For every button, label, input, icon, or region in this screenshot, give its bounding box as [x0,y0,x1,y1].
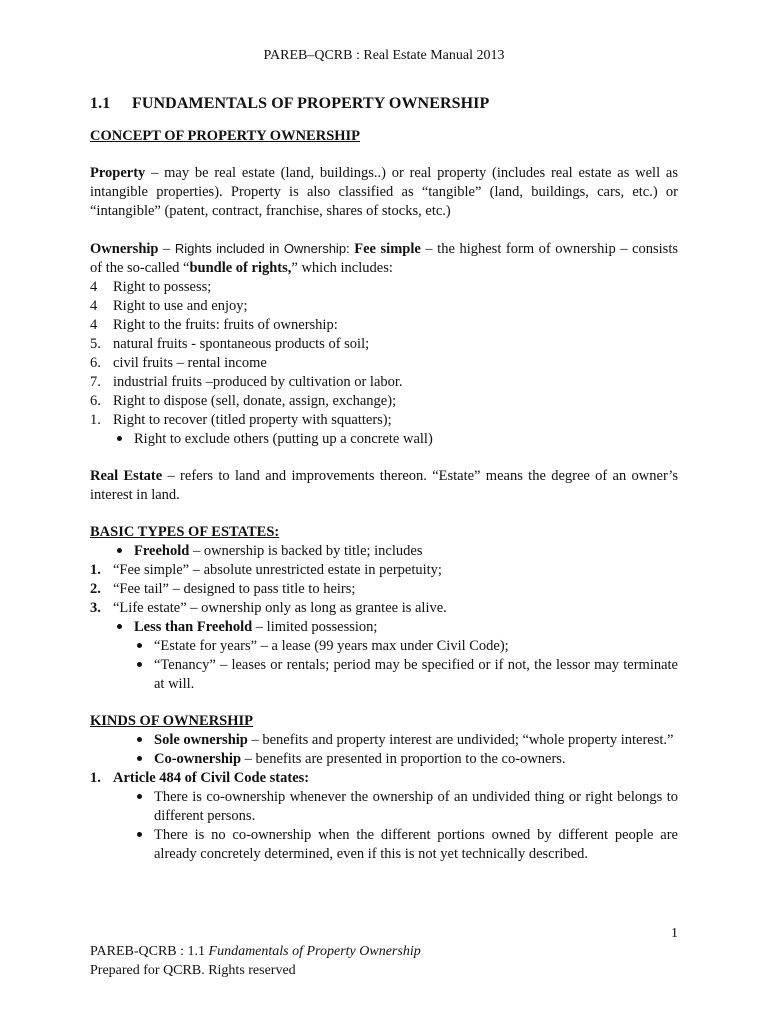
list-text: Right to possess; [113,279,212,295]
list-marker: 1. [90,562,101,578]
page-number: 1 [671,926,678,941]
footer-line-1 [90,942,421,961]
page-content [90,94,678,864]
ownership-dash: – [158,241,175,257]
bullet-icon [134,637,154,656]
list-item [90,392,678,411]
footer-title: Fundamentals of Property Ownership [208,944,421,959]
real-estate-paragraph [90,467,678,505]
list-item [90,411,678,430]
list-text: industrial fruits –produced by cultivation or labor. [113,374,403,390]
list-item [90,278,678,297]
list-marker: 4 [90,298,98,314]
list-text: civil fruits – rental income [113,355,267,371]
sole-ownership-text: – benefits and property interest are undivided; “whole property interest.” [247,732,674,748]
list-text: “Fee simple” – absolute unrestricted estate in perpetuity; [113,562,442,578]
less-than-freehold-term: Less than Freehold [134,619,253,635]
bundle-tail: ” which includes: [291,260,393,276]
list-item [90,599,678,618]
property-term: Property [90,165,146,181]
section-number: 1.1 [90,95,111,112]
list-item [90,750,678,769]
list-text: Right to dispose (sell, donate, assign, exchange); [113,393,397,409]
list-item [90,561,678,580]
list-item [90,618,678,637]
list-item [90,769,678,788]
bullet-icon [134,826,154,864]
list-text: “Life estate” – ownership only as long as grantee is alive. [113,600,447,616]
co-ownership-term: Co-ownership [154,751,242,767]
fee-simple-text: – the highest form of ownership – consists of the so-called “ [90,241,678,276]
list-item [90,430,678,449]
list-item [90,637,678,656]
list-item [90,297,678,316]
bullet-icon [134,656,154,694]
list-text: Right to use and enjoy; [113,298,248,314]
less-than-freehold-text: – limited possession; [252,619,378,635]
ownership-rights-label: Rights included in Ownership: [174,241,350,256]
list-marker: 4 [90,279,98,295]
list-marker: 1. [90,770,101,786]
list-marker: 2. [90,581,101,597]
list-marker: 6. [90,393,101,409]
list-text: Right to exclude others (putting up a concrete wall) [134,431,433,447]
section-title-text: FUNDAMENTALS OF PROPERTY OWNERSHIP [132,95,490,112]
footer-prefix: PAREB-QCRB : 1.1 [90,944,209,959]
list-item [90,335,678,354]
rights-list [90,278,678,449]
sole-ownership-term: Sole ownership [154,732,248,748]
list-item [90,354,678,373]
bundle-term: bundle of rights, [189,260,292,276]
list-text: Right to recover (titled property with squatters); [113,412,392,428]
list-text: natural fruits - spontaneous products of soil; [113,336,370,352]
bullet-icon [134,750,154,769]
footer-line-2: Prepared for QCRB. Rights reserved [90,963,296,978]
section-title [90,94,678,114]
concept-heading: CONCEPT OF PROPERTY OWNERSHIP [90,128,361,144]
property-text: – may be real estate (land, buildings..) or real property (includes real estate as well as intangible properties). Property is also classified as “tangible” (land, buildings, cars, etc.) or “intangible” (patent, contract, franchise, shares of stocks, etc.) [90,165,678,219]
running-header: PAREB–QCRB : Real Estate Manual 2013 [263,48,505,63]
bullet-icon [114,542,134,561]
bullet-icon [134,731,154,750]
list-marker: 6. [90,355,101,371]
list-marker: 1. [90,412,101,428]
list-item [90,731,678,750]
real-estate-text: – refers to land and improvements thereon. “Estate” means the degree of an owner’s interest in land. [90,468,678,503]
list-text: Right to the fruits: fruits of ownership: [113,317,338,333]
list-item [90,580,678,599]
bullet-icon [114,618,134,637]
ownership-term: Ownership [90,241,159,257]
estates-heading: BASIC TYPES OF ESTATES: [90,524,280,540]
fee-simple-term: Fee simple [354,241,421,257]
list-marker: 5. [90,336,101,352]
co-ownership-text: – benefits are presented in proportion to the co-owners. [241,751,566,767]
list-item [90,316,678,335]
list-marker: 3. [90,600,101,616]
list-text: There is no co-ownership when the different portions owned by different people are already concretely determined, even if this is not yet technically described. [154,827,678,862]
property-paragraph [90,164,678,221]
bullet-icon [114,430,134,449]
article-484-term: Article 484 of Civil Code states: [113,770,310,786]
list-text: “Fee tail” – designed to pass title to heirs; [113,581,356,597]
freehold-text: – ownership is backed by title; includes [189,543,423,559]
list-item [90,788,678,826]
list-item [90,826,678,864]
freehold-term: Freehold [134,543,190,559]
list-item [90,373,678,392]
bullet-icon [134,788,154,826]
page-footer [90,942,421,980]
list-text: There is co-ownership whenever the ownership of an undivided thing or right belongs to different persons. [154,789,678,824]
real-estate-term: Real Estate [90,468,163,484]
list-item [90,656,678,694]
list-text: “Tenancy” – leases or rentals; period may be specified or if not, the lessor may terminate at will. [154,657,678,692]
kinds-heading: KINDS OF OWNERSHIP [90,713,254,729]
list-item [90,542,678,561]
ownership-paragraph [90,239,678,278]
list-marker: 7. [90,374,101,390]
list-text: “Estate for years” – a lease (99 years max under Civil Code); [154,638,509,654]
list-marker: 4 [90,317,98,333]
